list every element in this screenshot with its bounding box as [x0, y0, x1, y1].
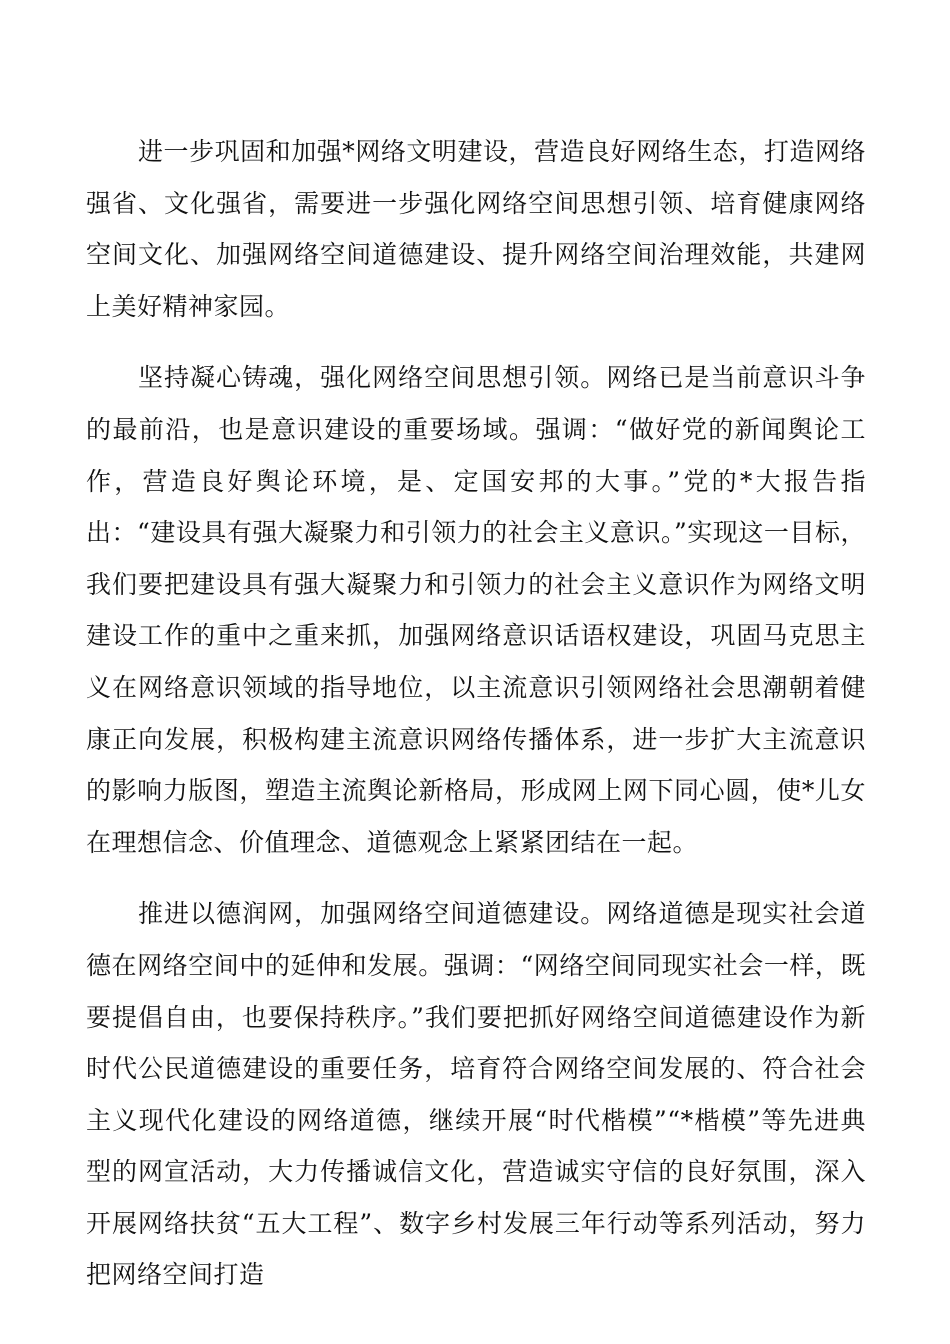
paragraph-ideological-guidance: 坚持凝心铸魂，强化网络空间思想引领。网络已是当前意识斗争的最前沿，也是意识建设的重要场域。强调：“做好党的新闻舆论工作，营造良好舆论环境，是、定国安邦的大事。”党的*大报告指出：“建设具有强大凝聚力和引领力的社会主义意识。”实现这一目标，我们要把建设具有强大凝聚力和引领力的社会主义意识作为网络文明建设工作的重中之重来抓，加强网络意识话语权建设，巩固马克思主义在网络意识领域的指导地位，以主流意识引领网络社会思潮朝着健康正向发展，积极构建主流意识网络传播体系，进一步扩大主流意识的影响力版图，塑造主流舆论新格局，形成网上网下同心圆，使*儿女在理想信念、价值理念、道德观念上紧紧团结在一起。: [86, 363, 866, 857]
document-page: [86, 126, 866, 1321]
paragraph-intro: 进一步巩固和加强*网络文明建设，营造良好网络生态，打造网络强省、文化强省，需要进一步强化网络空间思想引领、培育健康网络空间文化、加强网络空间道德建设、提升网络空间治理效能，共建网上美好精神家园。: [86, 137, 866, 321]
paragraph-moral-construction: 推进以德润网，加强网络空间道德建设。网络道德是现实社会道德在网络空间中的延伸和发展。强调：“网络空间同现实社会一样，既要提倡自由，也要保持秩序。”我们要把抓好网络空间道德建设作为新时代公民道德建设的重要任务，培育符合网络空间发展的、符合社会主义现代化建设的网络道德，继续开展“时代楷模”“*楷模”等先进典型的网宣活动，大力传播诚信文化，营造诚实守信的良好氛围，深入开展网络扶贫“五大工程”、数字乡村发展三年行动等系列活动，努力把网络空间打造: [86, 899, 866, 1290]
